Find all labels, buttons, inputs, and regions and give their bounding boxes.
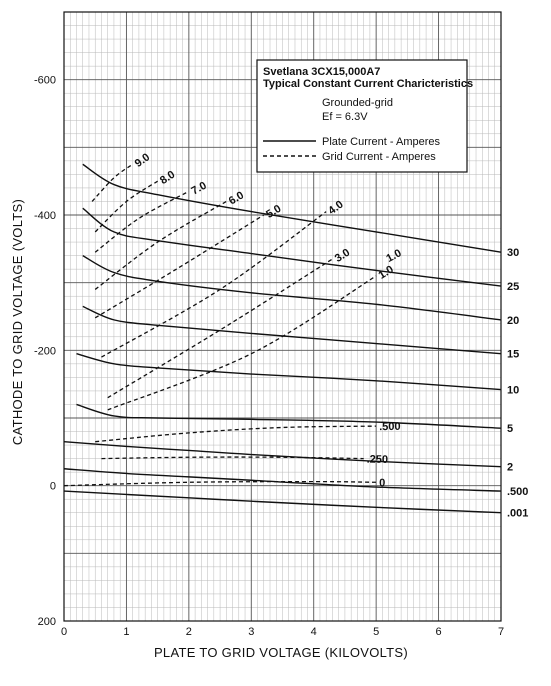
grid-current-label: 7.0 [189, 179, 209, 198]
legend-condition-1: Grounded-grid [322, 97, 393, 109]
grid-current-curve [95, 426, 376, 442]
grid-current-label: 8.0 [157, 168, 178, 188]
grid-current-label: 5.0 [264, 202, 284, 221]
plate-current-label: 2 [507, 461, 514, 474]
y-tick-label: -600 [33, 74, 56, 87]
grid-current-label: .500 [379, 420, 401, 434]
x-tick-label: 5 [373, 626, 380, 638]
plate-current-labels [507, 247, 528, 520]
plate-current-label: .500 [507, 486, 529, 499]
plate-current-label: 30 [507, 247, 520, 260]
y-tick-label: -400 [33, 210, 56, 222]
y-axis-label: CATHODE TO GRID VOLTAGE (VOLTS) [10, 198, 25, 446]
grid-current-curve [95, 215, 264, 318]
legend-box [257, 60, 473, 172]
grid-current-label: 1.0 [376, 263, 396, 282]
plate-current-label: 25 [507, 281, 520, 294]
x-tick-label: 0 [60, 626, 68, 638]
legend-subtitle: Typical Constant Current Charicteristics [263, 78, 474, 90]
y-tick-label: -200 [33, 345, 56, 358]
grid-current-label: 1.0 [384, 247, 404, 266]
x-tick-label: 2 [185, 626, 192, 638]
y-tick-label: 0 [49, 480, 56, 493]
legend-entry-plate: Plate Current - Amperes [322, 136, 440, 148]
y-tick-label: 200 [37, 616, 56, 628]
grid-current-label: 0 [379, 477, 386, 490]
grid-current-label: 4.0 [326, 198, 346, 218]
plate-current-label: 20 [507, 314, 520, 327]
x-tick-label: 6 [435, 626, 442, 638]
grid-current-labels [133, 151, 404, 489]
grid-current-label: 9.0 [132, 151, 153, 170]
legend-title: Svetlana 3CX15,000A7 [263, 66, 381, 78]
legend-condition-2: Ef = 6.3V [322, 111, 368, 123]
x-tick-label: 7 [497, 626, 505, 638]
grid-current-label: 6.0 [226, 189, 247, 208]
x-tick-label: 1 [123, 626, 130, 638]
x-tick-label: 3 [248, 626, 255, 638]
plate-current-label: 10 [507, 384, 520, 397]
legend-entry-grid: Grid Current - Amperes [322, 151, 436, 163]
x-axis-ticks [61, 626, 504, 638]
plate-current-label: 5 [507, 423, 514, 436]
plate-current-label: 15 [507, 348, 520, 361]
x-axis-label: PLATE TO GRID VOLTAGE (KILOVOLTS) [153, 645, 409, 660]
grid-current-label: 3.0 [332, 246, 353, 265]
x-tick-label: 4 [310, 626, 317, 638]
y-axis-ticks [34, 75, 56, 628]
grid-current-label: .250 [366, 453, 389, 466]
plate-current-label: .001 [507, 507, 529, 520]
